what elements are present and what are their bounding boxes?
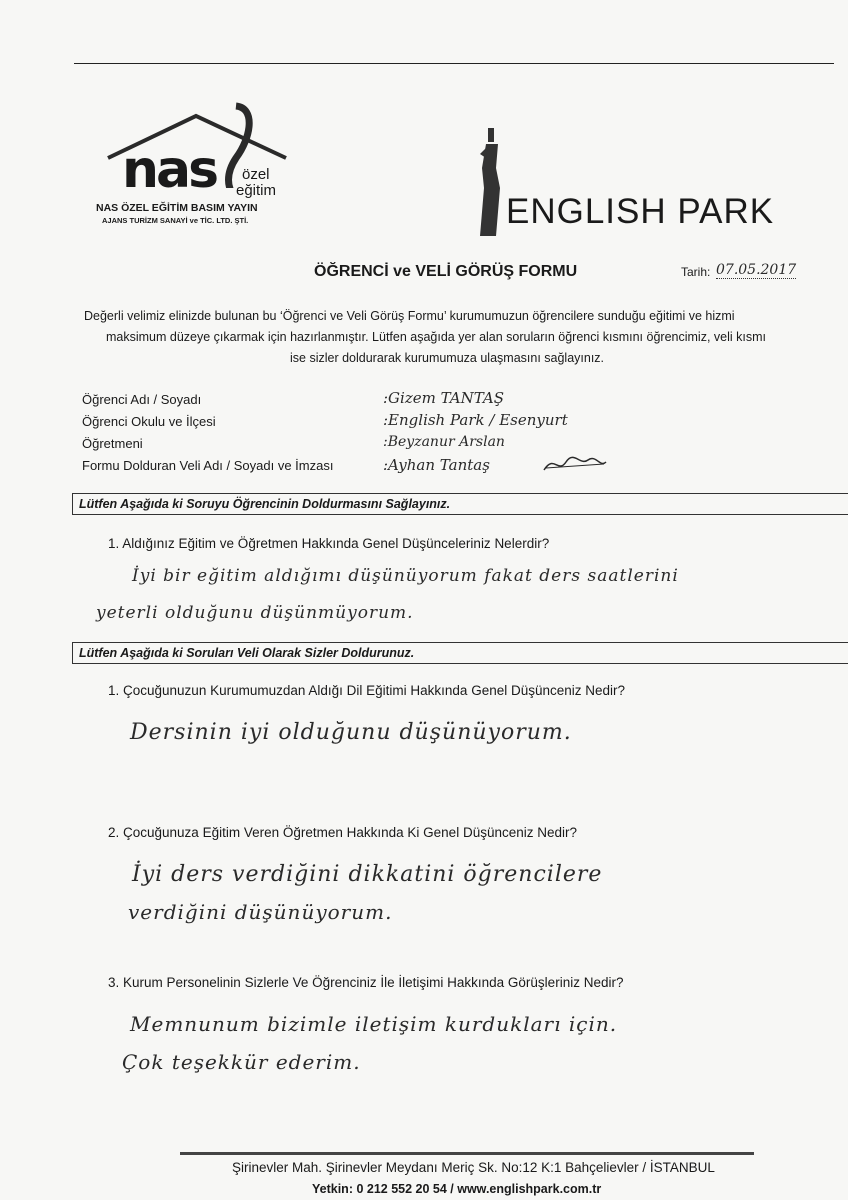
nas-logo-word: nas	[122, 140, 217, 200]
nas-company-name: NAS ÖZEL EĞİTİM BASIM YAYIN	[96, 202, 258, 214]
parent-question-2: 2. Çocuğunuza Eğitim Veren Öğretmen Hakkında Ki Genel Düşünceniz Nedir?	[108, 825, 577, 840]
parent-answer-2-line-2: verdiğini düşünüyorum.	[128, 900, 393, 924]
student-name-value: :Gizem TANTAŞ	[383, 389, 505, 407]
nas-egitim-label: eğitim	[236, 182, 277, 199]
student-answer-1-line-1: İyi bir eğitim aldığımı düşünüyorum fakat ders saatlerini	[132, 566, 679, 586]
teacher-value: :Beyzanur Arslan	[383, 434, 505, 450]
student-question-1: 1. Aldığınız Eğitim ve Öğretmen Hakkında Genel Düşünceleriniz Nelerdir?	[108, 536, 550, 551]
parent-label: Formu Dolduran Veli Adı / Soyadı ve İmzası	[82, 458, 334, 473]
student-name-label: Öğrenci Adı / Soyadı	[82, 392, 202, 407]
student-answer-1-line-2: yeterli olduğunu düşünmüyorum.	[96, 603, 414, 623]
parent-answer-1-line-1: Dersinin iyi olduğunu düşünüyorum.	[130, 720, 572, 745]
intro-line-3: ise sizler doldurarak kurumumuza ulaşmasını sağlayınız.	[290, 351, 605, 365]
nas-company-sub: AJANS TURİZM SANAYİ ve TİC. LTD. ŞTİ.	[102, 216, 249, 225]
parent-question-3: 3. Kurum Personelinin Sizlerle Ve Öğrenciniz İle İletişimi Hakkında Görüşleriniz Nedir?	[108, 975, 624, 990]
parent-answer-3-line-1: Memnunum bizimle iletişim kurdukları için.	[130, 1012, 618, 1036]
english-park-logo	[470, 128, 820, 238]
teacher-label: Öğretmeni	[82, 436, 143, 451]
parent-answer-2-line-1: İyi ders verdiğini dikkatini öğrencilere	[132, 862, 603, 887]
parent-value: :Ayhan Tantaş	[383, 456, 490, 474]
student-school-label: Öğrenci Okulu ve İlçesi	[82, 414, 216, 429]
student-section-heading: Lütfen Aşağıda ki Soruyu Öğrencinin Doldurmasını Sağlayınız.	[72, 493, 848, 515]
form-title: ÖĞRENCİ ve VELİ GÖRÜŞ FORMU	[314, 263, 578, 280]
intro-line-2: maksimum düzeye çıkarmak için hazırlanmıştır. Lütfen aşağıda yer alan soruların öğrenci kısmını öğrencimiz, veli kısmı	[106, 330, 766, 344]
student-school-value: :English Park / Esenyurt	[383, 411, 568, 429]
parent-question-1: 1. Çocuğunuzun Kurumumuzdan Aldığı Dil Eğitimi Hakkında Genel Düşünceniz Nedir?	[108, 683, 626, 698]
footer-rule	[180, 1152, 754, 1155]
date-value: 07.05.2017	[716, 262, 797, 278]
intro-line-1: Değerli velimiz elinizde bulunan bu ‘Öğrenci ve Veli Görüş Formu’ kurumumuzun öğrencilere sunduğu eğitimi ve hizmi	[84, 309, 735, 323]
top-rule	[74, 63, 834, 64]
nas-ozel-label: özel	[242, 166, 270, 183]
parent-answer-3-line-2: Çok teşekkür ederim.	[122, 1050, 361, 1074]
footer-address: Şirinevler Mah. Şirinevler Meydanı Meriç Sk. No:12 K:1 Bahçelievler / İSTANBUL	[232, 1160, 715, 1175]
nas-logo	[86, 98, 306, 238]
parent-section-heading: Lütfen Aşağıda ki Soruları Veli Olarak Sizler Doldurunuz.	[72, 642, 848, 664]
date-label: Tarih:	[681, 265, 711, 279]
brand-name: ENGLISH PARK	[506, 192, 775, 231]
footer-contact: Yetkin: 0 212 552 20 54 / www.englishpark.com.tr	[312, 1182, 602, 1196]
parent-signature	[540, 452, 610, 476]
